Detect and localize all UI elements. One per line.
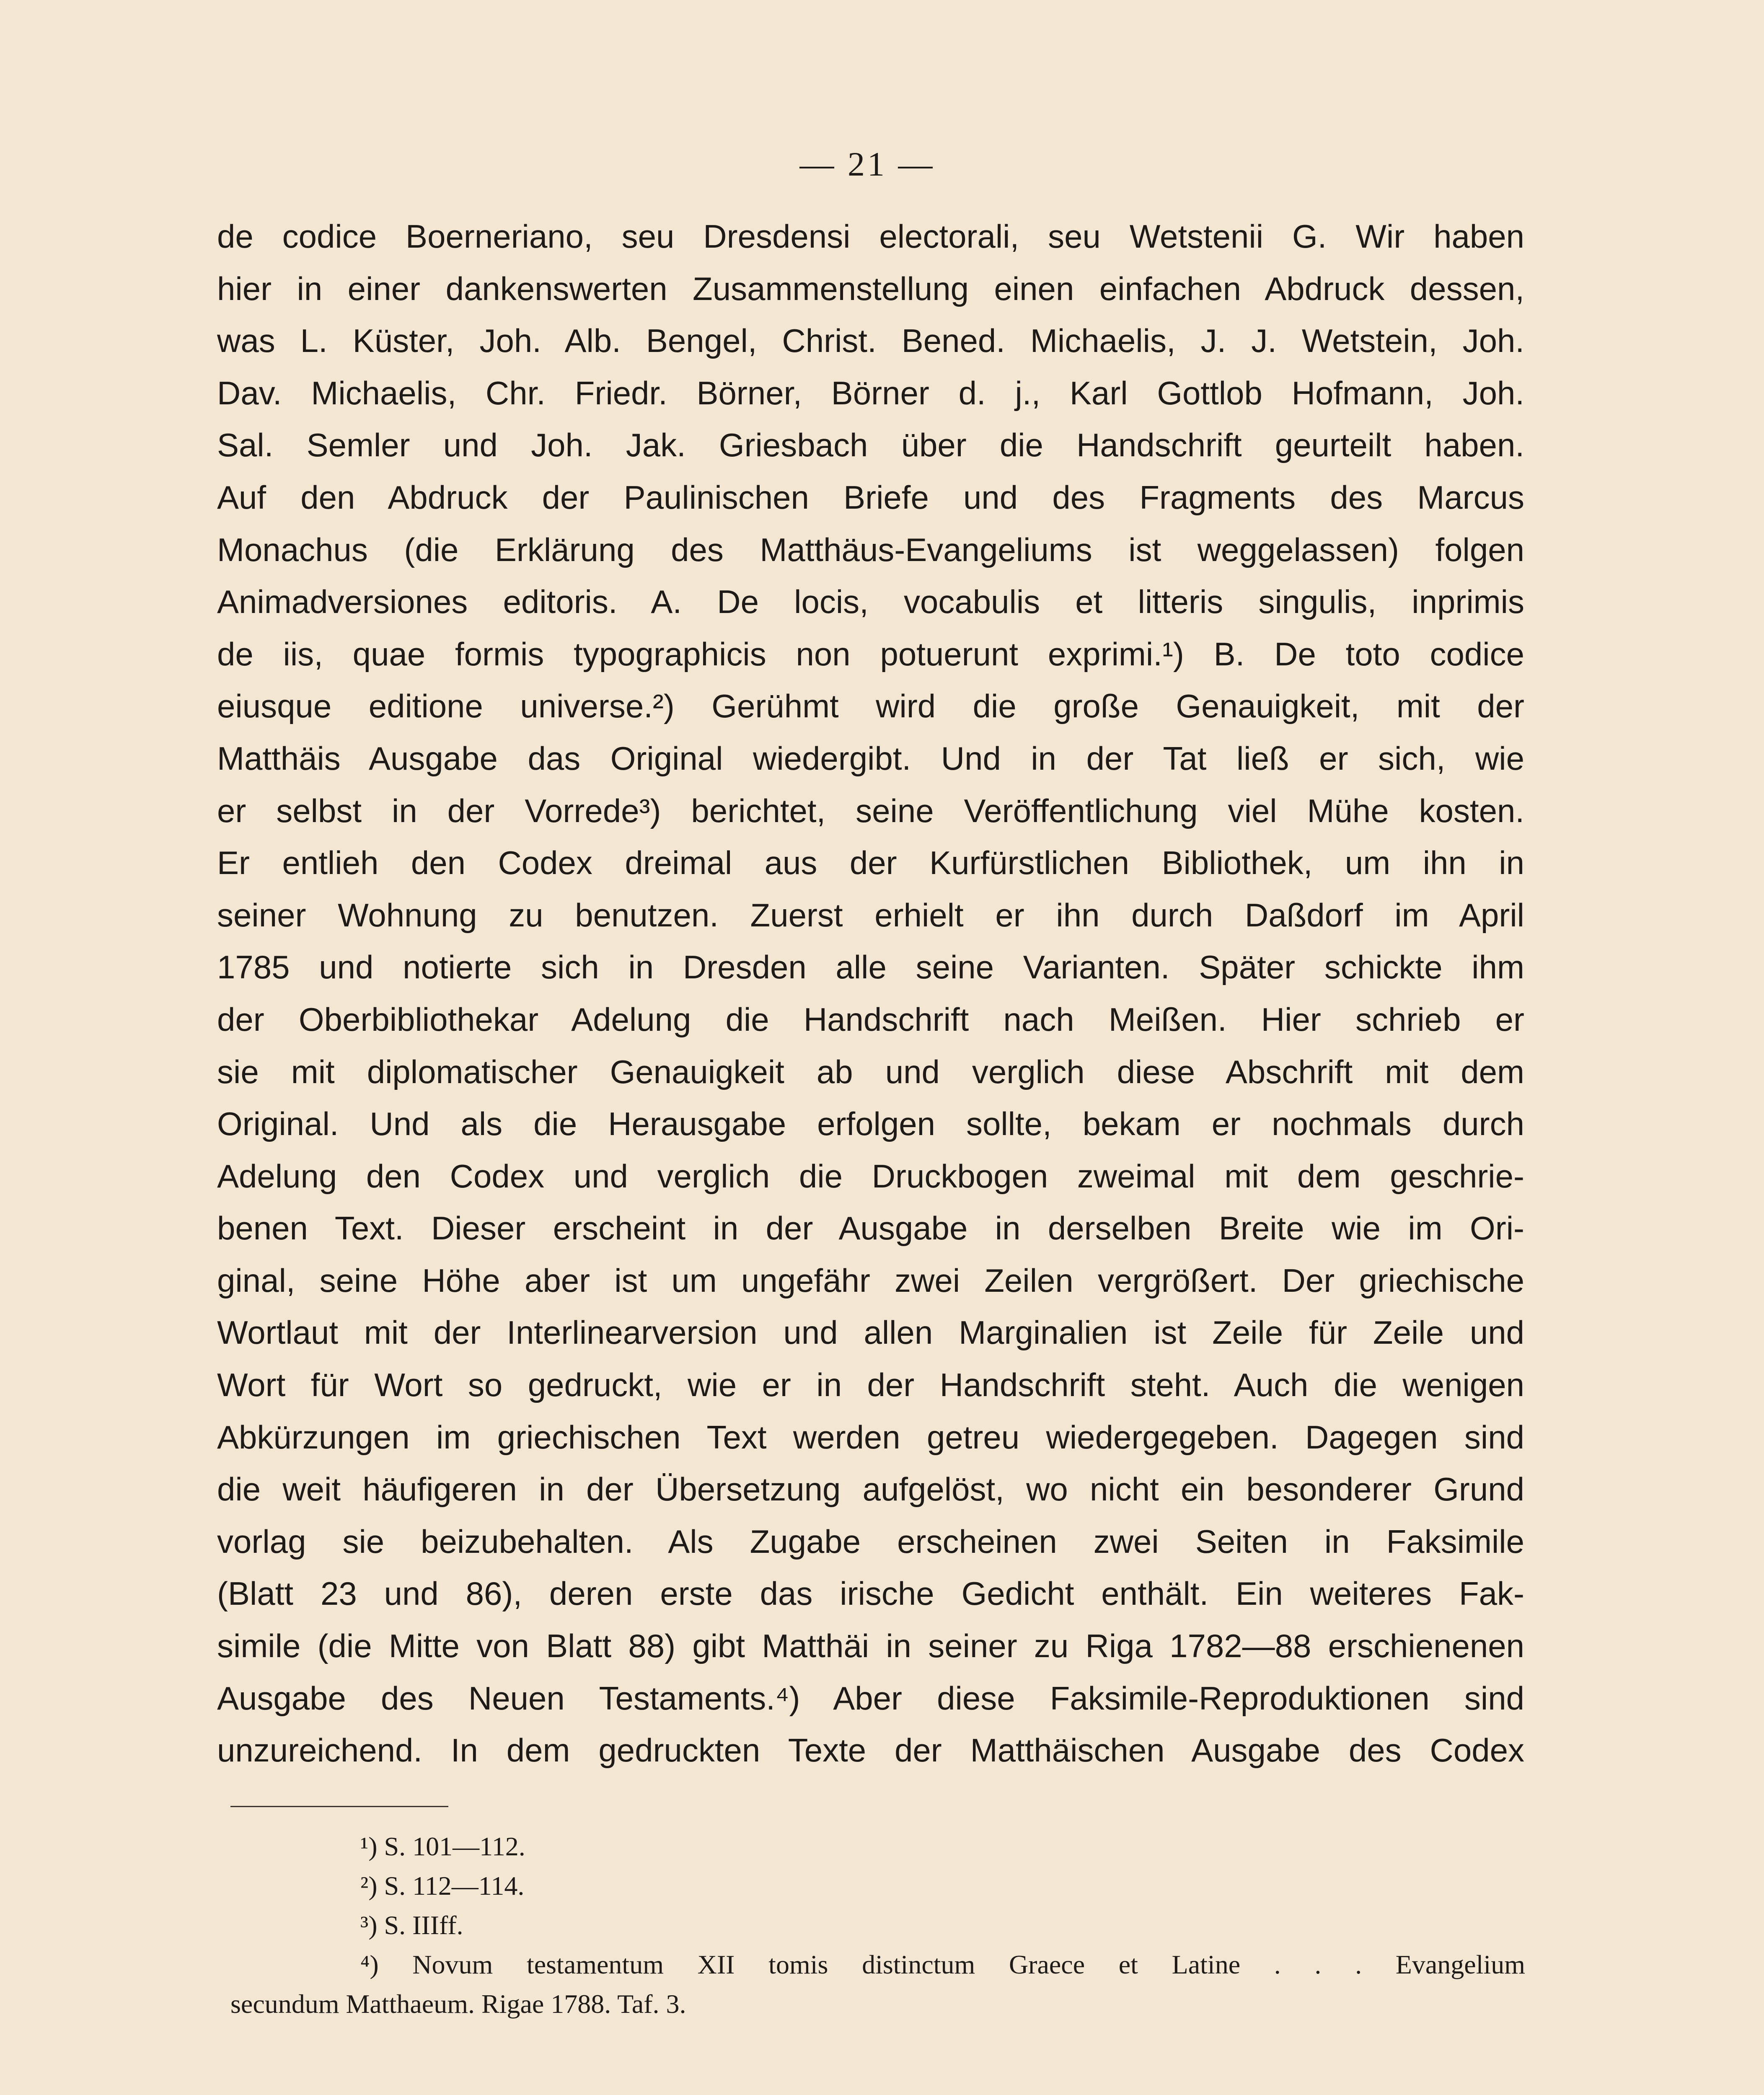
body-line: Wortlaut mit der Interlinearversion und allen Marginalien ist Zeile für Zeile und xyxy=(217,1314,1524,1351)
body-line: Sal. Semler und Joh. Jak. Griesbach über die Handschrift geurteilt haben. xyxy=(217,427,1524,464)
body-line: Monachus (die Erklärung des Matthäus-Evangeliums ist weggelassen) folgen xyxy=(217,531,1524,568)
body-line: ginal, seine Höhe aber ist um ungefähr zwei Zeilen vergrößert. Der griechische xyxy=(217,1262,1524,1299)
body-line: er selbst in der Vorrede³) berichtet, seine Veröffentlichung viel Mühe kosten. xyxy=(217,792,1524,829)
body-line: Ausgabe des Neuen Testaments.⁴) Aber diese Faksimile-Reproduktionen sind xyxy=(217,1679,1524,1717)
body-line: sie mit diplomatischer Genauigkeit ab und verglich diese Abschrift mit dem xyxy=(217,1053,1524,1090)
body-line: 1785 und notierte sich in Dresden alle seine Varianten. Später schickte ihm xyxy=(217,949,1524,986)
body-line: hier in einer dankenswerten Zusammenstellung einen einfachen Abdruck dessen, xyxy=(217,270,1524,307)
body-line: eiusque editione universe.²) Gerühmt wird die große Genauigkeit, mit der xyxy=(217,688,1524,725)
body-line: der Oberbibliothekar Adelung die Handschrift nach Meißen. Hier schrieb er xyxy=(217,1001,1524,1038)
body-line: benen Text. Dieser erscheint in der Ausgabe in derselben Breite wie im Ori- xyxy=(217,1210,1524,1247)
footnote-divider xyxy=(230,1806,448,1807)
footnote: ²) S. 112—114. xyxy=(360,1871,525,1901)
body-line: die weit häufigeren in der Übersetzung aufgelöst, wo nicht ein besonderer Grund xyxy=(217,1471,1524,1508)
body-line: (Blatt 23 und 86), deren erste das irische Gedicht enthält. Ein weiteres Fak- xyxy=(217,1575,1524,1612)
body-line: Auf den Abdruck der Paulinischen Briefe und des Fragments des Marcus xyxy=(217,478,1524,516)
body-line: de iis, quae formis typographicis non potuerunt exprimi.¹) B. De toto codice xyxy=(217,635,1524,672)
body-line: unzureichend. In dem gedruckten Texte der Matthäischen Ausgabe des Codex xyxy=(217,1732,1524,1769)
page-number: — 21 — xyxy=(799,145,935,183)
body-text xyxy=(217,210,1524,1777)
body-line: Animadversiones editoris. A. De locis, vocabulis et litteris singulis, inprimis xyxy=(217,583,1524,621)
body-line: Matthäis Ausgabe das Original wiedergibt. Und in der Tat ließ er sich, wie xyxy=(217,740,1524,777)
body-line: Dav. Michaelis, Chr. Friedr. Börner, Börner d. j., Karl Gottlob Hofmann, Joh. xyxy=(217,374,1524,411)
footnotes xyxy=(230,1827,1525,2024)
body-line: simile (die Mitte von Blatt 88) gibt Matthäi in seiner zu Riga 1782—88 erschienenen xyxy=(217,1627,1524,1665)
body-line: Wort für Wort so gedruckt, wie er in der Handschrift steht. Auch die wenigen xyxy=(217,1366,1524,1404)
footnote: ⁴) Novum testamentum XII tomis distinctum Graece et Latine . . . Evangelium xyxy=(360,1950,1525,1979)
body-line: Abkürzungen im griechischen Text werden getreu wiedergegeben. Dagegen sind xyxy=(217,1418,1524,1456)
footnote: ³) S. IIIff. xyxy=(360,1910,463,1940)
body-line: seiner Wohnung zu benutzen. Zuerst erhielt er ihn durch Daßdorf im April xyxy=(217,896,1524,934)
footnote: ¹) S. 101—112. xyxy=(360,1831,525,1861)
body-line: Original. Und als die Herausgabe erfolgen sollte, bekam er nochmals durch xyxy=(217,1105,1524,1143)
body-line: de codice Boerneriano, seu Dresdensi electorali, seu Wetstenii G. Wir haben xyxy=(217,218,1524,255)
body-line: vorlag sie beizubehalten. Als Zugabe erscheinen zwei Seiten in Faksimile xyxy=(217,1523,1524,1560)
body-line: was L. Küster, Joh. Alb. Bengel, Christ. Bened. Michaelis, J. J. Wetstein, Joh. xyxy=(217,322,1524,360)
body-line: Er entlieh den Codex dreimal aus der Kurfürstlichen Bibliothek, um ihn in xyxy=(217,844,1524,882)
footnote-continuation: secundum Matthaeum. Rigae 1788. Taf. 3. xyxy=(230,1989,686,2019)
body-line: Adelung den Codex und verglich die Druckbogen zweimal mit dem geschrie- xyxy=(217,1157,1524,1195)
